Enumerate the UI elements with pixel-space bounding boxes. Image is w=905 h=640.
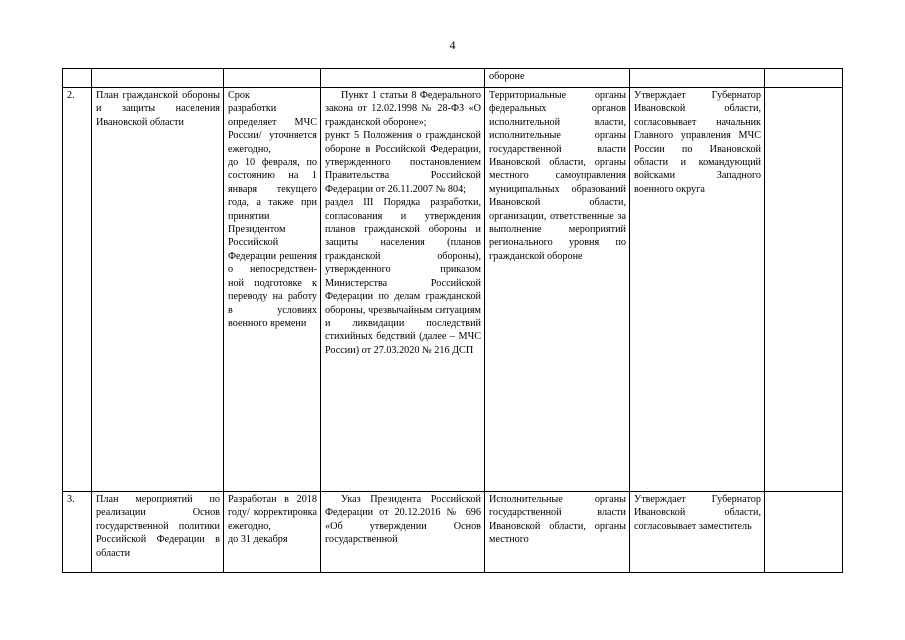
cell-executors: Территориальные органы федеральных органов исполнительной власти, исполнительные органы государственной власти Ивановской области, органы местного самоуправления муниципальных образований Ивановской области, организации, ответственные за выполнение мероприятий регионального уровня по гражданской обороне [485,88,630,492]
cell-number: 2. [63,88,92,492]
cell-approval: Утверждает Губернатор Ивановской области, согласовывает заместитель [630,492,765,573]
cell-name: План мероприятий по реализации Основ государственной политики Российской Федерации в области [92,492,224,573]
cell-executors: Исполнительные органы государственной власти Ивановской области, органы местного [485,492,630,573]
page-number: 4 [449,38,456,52]
cell-name: План гражданской обороны и защиты населения Ивановской области [92,88,224,492]
cell-basis: Пункт 1 статьи 8 Федерального закона от 12.02.1998 № 28-ФЗ «О гражданской обороне»; pункт 5 Положения о гражданской обороне в Российской Федерации, утвержденного постановлением Правительства Российской Федерации от 26.11.2007 № 804; раздел III Порядка разработки, согласования и утверждения планов гражданской обороны и защиты населения (планов гражданской обороны), утвержденного приказом Министерства Российской Федерации по делам гражданской обороны, чрезвычайным ситуациям и ликвидации последствий стихийных бедствий (далее – МЧС России) от 27.03.2020 № 216 ДСП [321,88,485,492]
cell-approval: Утверждает Губернатор Ивановской области, согласовывает начальник Главного управления МЧС России по Ивановской области и командующий войсками Западного военного округа [630,88,765,492]
cell-approval [630,69,765,88]
cell-note [765,88,843,492]
table-row [63,88,843,492]
document-table [62,68,843,573]
cell-basis: Указ Президента Российской Федерации от 20.12.2016 № 696 «Об утверждении Основ государственной [321,492,485,573]
cell-note [765,69,843,88]
cell-deadline: Разработан в 2018 году/ корректировка ежегодно, до 31 декабря [224,492,321,573]
cell-deadline [224,69,321,88]
cell-number [63,69,92,88]
table-row [63,69,843,88]
cell-note [765,492,843,573]
cell-executors: обороне [485,69,630,88]
table-row [63,492,843,573]
cell-name [92,69,224,88]
cell-basis [321,69,485,88]
cell-deadline: Срок разработки определяет МЧС России/ уточняется ежегодно, до 10 февраля, по состоянию на 1 января текущего года, а также при принятии Президентом Российской Федерации решения о непосредствен-ной подготовке к переводу на работу в условиях военного времени [224,88,321,492]
cell-number: 3. [63,492,92,573]
